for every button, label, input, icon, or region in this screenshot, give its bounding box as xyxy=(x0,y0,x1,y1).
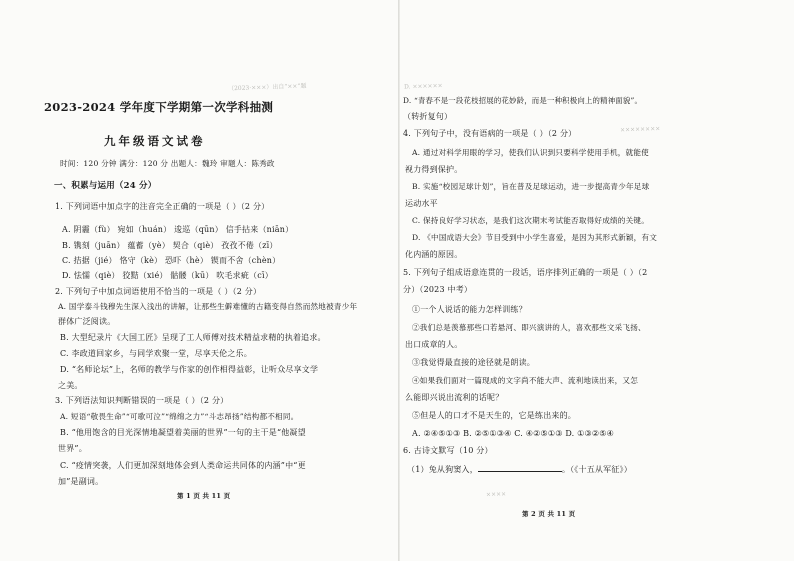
question-3-option-c-cont: 加”是副词。 xyxy=(58,477,104,486)
question-5-item-4-cont: 么能即兴说出流利的话呢？ xyxy=(405,393,504,402)
question-2-option-d-cont: 之美。 xyxy=(58,381,83,390)
question-3-option-c: C. “疫情突袭，人们更加深刻地体会到人类命运共同体的内涵”中“更 xyxy=(60,461,306,470)
question-2-option-a-cont: 群体广泛阅读。 xyxy=(58,317,116,326)
exam-subtitle: 九年级语文试卷 xyxy=(104,134,206,148)
previous-option-d: D. “青春不是一段花枝招展的花妙龄，而是一种积极向上的精神面貌”。 xyxy=(403,96,643,105)
faint-handwriting: ×××× xyxy=(485,490,507,499)
answer-blank[interactable] xyxy=(478,463,562,472)
faint-handwriting: ×××××××× xyxy=(619,125,661,134)
question-4-option-b: B. 实施“校园足球计划”，旨在普及足球运动，进一步提高青少年足球 xyxy=(412,182,650,191)
exam-meta: 时间：120 分钟 满分：120 分 出题人：魏玲 审题人：陈秀政 xyxy=(60,159,275,168)
question-4-option-a: A. 通过对科学用眼的学习，使我们认识到只要科学使用手机，就能使 xyxy=(412,148,649,157)
question-2-option-a: A. 国学泰斗钱穆先生深入浅出的讲解，让那些生僻难懂的古籍变得自然而然地被青少年 xyxy=(58,302,358,311)
question-5: 5. 下列句子组成语意连贯的一段话，语序排列正确的一项是（ ）（2 xyxy=(403,268,648,277)
question-5-item-2-cont: 出口成章的人。 xyxy=(405,340,463,349)
question-5-note: 分）（2023 中考） xyxy=(403,285,473,294)
previous-option-note: （转折复句） xyxy=(403,112,453,121)
question-5-item-4: ④如果我们面对一篇现成的文字尚不能大声、流利地读出来，又怎 xyxy=(412,376,639,385)
question-1: 1. 下列词语中加点字的注音完全正确的一项是（ ）（2 分） xyxy=(55,202,270,211)
faint-handwriting: （2023·×××）出自“××”题 xyxy=(227,82,307,93)
question-2: 2. 下列句子中加点词语使用不恰当的一项是（ ）（2 分） xyxy=(55,287,262,296)
question-4: 4. 下列句子中，没有语病的一项是（ ）（2 分） xyxy=(403,129,577,138)
question-4-option-a-cont: 视力得到保护。 xyxy=(405,165,463,174)
faint-handwriting: D. ×××××× xyxy=(403,82,443,91)
question-6-line-1-prompt: （1）兔从狗窦入， xyxy=(407,465,478,474)
question-5-item-5: ⑤但是人的口才不是天生的，它是练出来的。 xyxy=(412,411,576,420)
question-3: 3. 下列语法知识判断错误的一项是（ ）（2 分） xyxy=(55,396,229,405)
section-heading: 一、积累与运用（24 分） xyxy=(54,181,157,191)
question-2-option-d: D. “名师论坛”上，名师的教学与作家的创作相得益彰，让听众尽享文学 xyxy=(60,365,319,374)
question-5-item-1: ①一个人说话的能力怎样训练？ xyxy=(412,305,527,314)
question-3-option-b: B. “他用饱含的目光深情地凝望着美丽的世界”一句的主干是“他凝望 xyxy=(60,428,306,437)
question-2-option-c: C. 李政道回家乡，与同学欢聚一堂，尽享天伦之乐。 xyxy=(60,349,252,358)
question-4-option-d-cont: 化内涵的原因。 xyxy=(405,250,463,259)
question-1-option-b: B. 镌刻（juān） 蕴蓄（yè） 契合（qiè） 孜孜不倦（zī） xyxy=(62,241,278,250)
question-1-option-c: C. 拮据（jié） 恪守（kè） 恐吓（hè） 锲而不舍（chèn） xyxy=(62,256,281,265)
exam-page-right xyxy=(400,0,794,561)
question-3-option-b-cont: 世界”。 xyxy=(58,444,87,453)
question-4-option-d: D. 《中国成语大会》节目受到中小学生喜爱，是因为其形式新颖，有文 xyxy=(412,233,658,242)
question-1-option-d: D. 怯懦（qiè） 狡黠（xié） 骷髅（kū） 吹毛求疵（cī） xyxy=(62,271,273,280)
question-4-option-c: C. 保持良好学习状态，是我们这次期末考试能否取得好成绩的关键。 xyxy=(412,216,649,225)
question-6-line-1 xyxy=(407,463,632,475)
question-2-option-b: B. 大型纪录片《大国工匠》呈现了工人师傅对技术精益求精的执着追求。 xyxy=(60,333,326,342)
page-footer: 第 2 页 共 11 页 xyxy=(522,510,576,518)
question-4-option-b-cont: 运动水平 xyxy=(405,199,438,208)
question-6: 6. 古诗文默写（10 分） xyxy=(403,446,493,455)
question-3-option-a: A. 短语“敬畏生命”“可歌可泣”“绵绵之力”“斗志昂扬”结构都不相同。 xyxy=(60,412,299,421)
question-6-line-1-source: 。（《十五从军征》） xyxy=(561,465,632,474)
question-5-item-2: ②我们总是羡慕那些口若悬河、即兴演讲的人，喜欢那些文采飞扬、 xyxy=(412,323,646,332)
question-5-choices: A. ②④⑤①③ B. ②⑤①③④ C. ④②⑤①③ D. ①③②⑤④ xyxy=(412,429,615,438)
exam-title: 2023-2024 学年度下学期第一次学科抽测 xyxy=(44,100,274,114)
page-footer: 第 1 页 共 11 页 xyxy=(177,492,231,500)
question-5-item-3: ③我觉得最直接的途径就是朗读。 xyxy=(412,358,535,367)
question-1-option-a: A. 阴霾（fù） 宛如（huán） 逡巡（qūn） 信手拈来（niān） xyxy=(62,225,294,234)
